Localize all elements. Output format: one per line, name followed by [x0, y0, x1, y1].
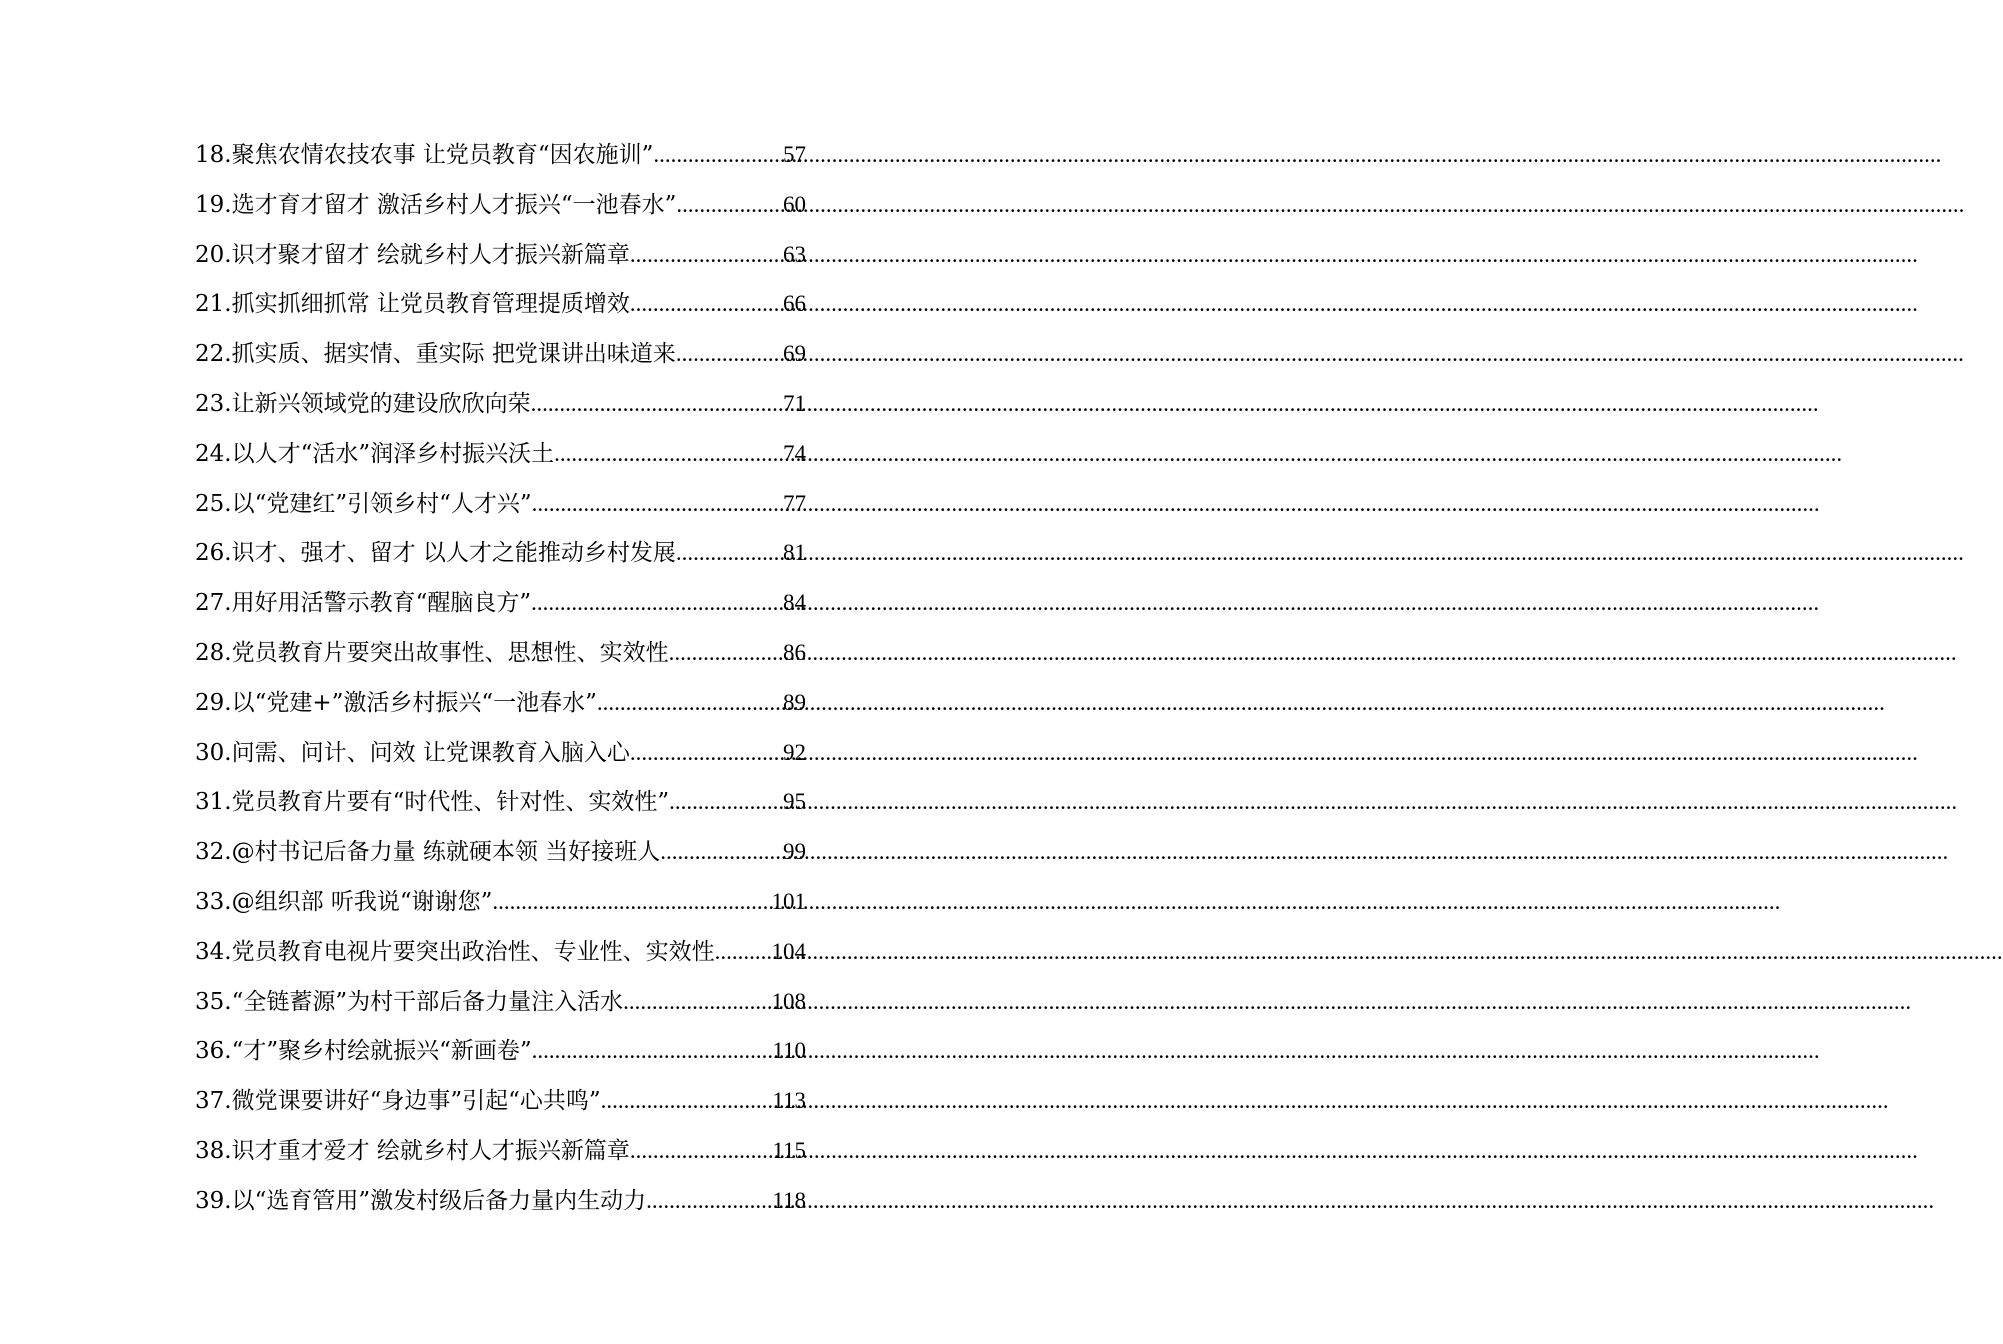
- toc-entry-page-number: 71: [783, 390, 806, 416]
- toc-entry-title: 37.微党课要讲好“身边事”引起“心共鸣”: [195, 1088, 601, 1115]
- toc-entry-page-number: 108: [771, 988, 806, 1014]
- toc-entry-page-number: 63: [783, 241, 806, 267]
- toc-entry[interactable]: [195, 329, 806, 379]
- toc-entry-title: 20.识才聚才留才 绘就乡村人才振兴新篇章: [195, 241, 630, 268]
- table-of-contents: [195, 130, 806, 1226]
- toc-entry-title: 29.以“党建+”激活乡村振兴“一池春水”: [195, 689, 597, 716]
- toc-dot-leader: [554, 429, 783, 479]
- toc-dot-leader: [646, 1176, 772, 1226]
- toc-entry-page-number: 74: [783, 440, 806, 466]
- toc-entry[interactable]: [195, 827, 806, 877]
- toc-entry-page-number: 99: [783, 839, 806, 865]
- toc-entry-page-number: 95: [783, 789, 806, 815]
- toc-entry-page-number: 104: [771, 938, 806, 964]
- toc-entry-title: 35.“全链蓄源”为村干部后备力量注入活水: [195, 988, 624, 1015]
- toc-entry-title: 26.识才、强才、留才 以人才之能推动乡村发展: [195, 540, 676, 567]
- toc-entry-title: 21.抓实抓细抓常 让党员教育管理提质增效: [195, 291, 630, 318]
- toc-dot-leader: [660, 827, 783, 877]
- toc-entry[interactable]: [195, 230, 806, 280]
- toc-dot-leader: [532, 479, 783, 529]
- toc-dot-leader: [676, 329, 783, 379]
- toc-entry-page-number: 60: [783, 191, 806, 217]
- toc-entry-page-number: 118: [772, 1187, 806, 1213]
- toc-entry-title: 18.聚焦农情农技农事 让党员教育“因农施训”: [195, 142, 654, 168]
- toc-dot-leader: [531, 578, 783, 628]
- toc-entry-title: 36.“才”聚乡村绘就振兴“新画卷”: [195, 1038, 532, 1065]
- toc-entry-title: 27.用好用活警示教育“醒脑良方”: [195, 590, 532, 617]
- toc-entry-page-number: 86: [783, 639, 806, 665]
- toc-entry[interactable]: [195, 728, 806, 778]
- toc-entry[interactable]: [195, 1076, 806, 1126]
- toc-entry-page-number: 115: [772, 1137, 806, 1163]
- toc-dot-leader: [630, 728, 783, 778]
- toc-entry-page-number: 113: [772, 1088, 806, 1114]
- toc-entry-title: 19.选才育才留才 激活乡村人才振兴“一池春水”: [195, 191, 677, 218]
- toc-entry[interactable]: [195, 130, 806, 180]
- toc-entry-title: 25.以“党建红”引领乡村“人才兴”: [195, 490, 532, 517]
- toc-entry-title: 38.识才重才爱才 绘就乡村人才振兴新篇章: [195, 1137, 630, 1164]
- toc-entry-title: 32.@村书记后备力量 练就硬本领 当好接班人: [195, 839, 661, 866]
- toc-dot-leader: [630, 1126, 772, 1176]
- toc-entry[interactable]: [195, 678, 806, 728]
- toc-entry-title: 22.抓实质、据实情、重实际 把党课讲出味道来: [195, 341, 676, 368]
- toc-dot-leader: [532, 1026, 773, 1076]
- toc-entry[interactable]: [195, 777, 806, 827]
- toc-entry-page-number: 92: [783, 739, 806, 765]
- toc-entry-page-number: 101: [771, 888, 806, 914]
- toc-entry-title: 39.以“选育管用”激发村级后备力量内生动力: [195, 1187, 647, 1214]
- toc-dot-leader: [715, 927, 772, 977]
- toc-entry-title: 30.问需、问计、问效 让党课教育入脑入心: [195, 739, 630, 766]
- toc-dot-leader: [601, 1076, 773, 1126]
- toc-entry[interactable]: [195, 578, 806, 628]
- toc-entry-title: 24.以人才“活水”润泽乡村振兴沃土: [195, 440, 555, 467]
- toc-entry[interactable]: [195, 429, 806, 479]
- toc-dot-leader: [676, 528, 783, 578]
- toc-entry[interactable]: [195, 877, 806, 927]
- toc-dot-leader: [492, 877, 771, 927]
- toc-entry[interactable]: [195, 1126, 806, 1176]
- toc-entry[interactable]: [195, 628, 806, 678]
- toc-entry-title: 23.让新兴领域党的建设欣欣向荣: [195, 390, 531, 417]
- toc-entry[interactable]: [195, 379, 806, 429]
- toc-dot-leader: [597, 678, 783, 728]
- toc-entry[interactable]: [195, 279, 806, 329]
- toc-entry[interactable]: [195, 1176, 806, 1226]
- toc-entry-page-number: 89: [783, 689, 806, 715]
- toc-entry-title: 28.党员教育片要突出故事性、思想性、实效性: [195, 639, 669, 666]
- toc-entry[interactable]: [195, 927, 806, 977]
- toc-entry-title: 31.党员教育片要有“时代性、针对性、实效性”: [195, 789, 670, 816]
- toc-dot-leader: [653, 130, 783, 180]
- toc-entry-title: 33.@组织部 听我说“谢谢您”: [195, 888, 493, 915]
- toc-entry[interactable]: [195, 977, 806, 1027]
- toc-entry-page-number: 77: [783, 490, 806, 516]
- toc-dot-leader: [669, 628, 783, 678]
- toc-dot-leader: [531, 379, 783, 429]
- toc-entry[interactable]: [195, 528, 806, 578]
- toc-entry-title: 34.党员教育电视片要突出政治性、专业性、实效性: [195, 938, 715, 965]
- toc-entry-page-number: 69: [783, 341, 806, 367]
- toc-entry-page-number: 66: [783, 291, 806, 317]
- toc-entry[interactable]: [195, 180, 806, 230]
- toc-dot-leader: [669, 777, 783, 827]
- toc-dot-leader: [630, 279, 783, 329]
- toc-dot-leader: [623, 977, 771, 1027]
- toc-entry-page-number: 84: [783, 590, 806, 616]
- toc-dot-leader: [630, 230, 783, 280]
- toc-entry[interactable]: [195, 479, 806, 529]
- toc-entry[interactable]: [195, 1026, 806, 1076]
- toc-dot-leader: [676, 180, 783, 230]
- toc-entry-page-number: 81: [783, 540, 806, 566]
- toc-entry-page-number: 110: [772, 1038, 806, 1064]
- toc-entry-page-number: 57: [783, 142, 806, 167]
